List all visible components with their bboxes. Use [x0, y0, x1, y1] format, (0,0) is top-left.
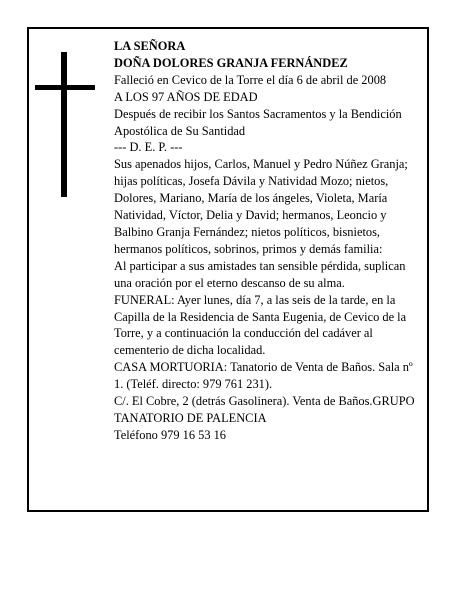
family-paragraph: Sus apenados hijos, Carlos, Manuel y Pedro Núñez Granja; hijas políticas, Josefa Dávila y Natividad Mozo; nietos, Dolores, Mariano, María de los ángeles, Violeta, María Natividad, Víctor, Delia y David; hermanos, Leoncio y Balbino Granja Fernández; nietos políticos, bisnietos, hermanos políticos, sobrinos, primos y demás familia: — [114, 157, 408, 256]
rip-line: --- D. E. P. --- — [114, 140, 183, 155]
death-line: Falleció en Cevico de la Torre el día 6 de abril de 2008 — [114, 72, 387, 87]
cross-icon — [61, 52, 67, 197]
deceased-name: DOÑA DOLORES GRANJA FERNÁNDEZ — [114, 55, 348, 70]
mortuary-paragraph: CASA MORTUORIA: Tanatorio de Venta de Baños. Sala nº 1. (Teléf. directo: 979 761 231). — [114, 360, 413, 392]
age-line: A LOS 97 AÑOS DE EDAD — [114, 89, 258, 104]
funeral-paragraph: FUNERAL: Ayer lunes, día 7, a las seis de la tarde, en la Capilla de la Residencia de Santa Eugenia, de Cevico de la Torre, y a continuación la conducción del cadáver al cementerio de dicha localidad. — [114, 292, 407, 358]
notice-title: LA SEÑORA — [114, 39, 186, 53]
cross-icon-bar — [35, 85, 95, 90]
address-paragraph: C/. El Cobre, 2 (detrás Gasolinera). Venta de Baños.GRUPO TANATORIO DE PALENCIA — [114, 394, 415, 425]
phone-line: Teléfono 979 16 53 16 — [114, 427, 227, 442]
request-paragraph: Al participar a sus amistades tan sensible pérdida, suplican una oración por el eterno descanso de su alma. — [114, 258, 406, 290]
sacraments-line: Después de recibir los Santos Sacramentos y la Bendición Apostólica de Su Santidad — [114, 106, 402, 138]
notice-text — [114, 38, 419, 444]
